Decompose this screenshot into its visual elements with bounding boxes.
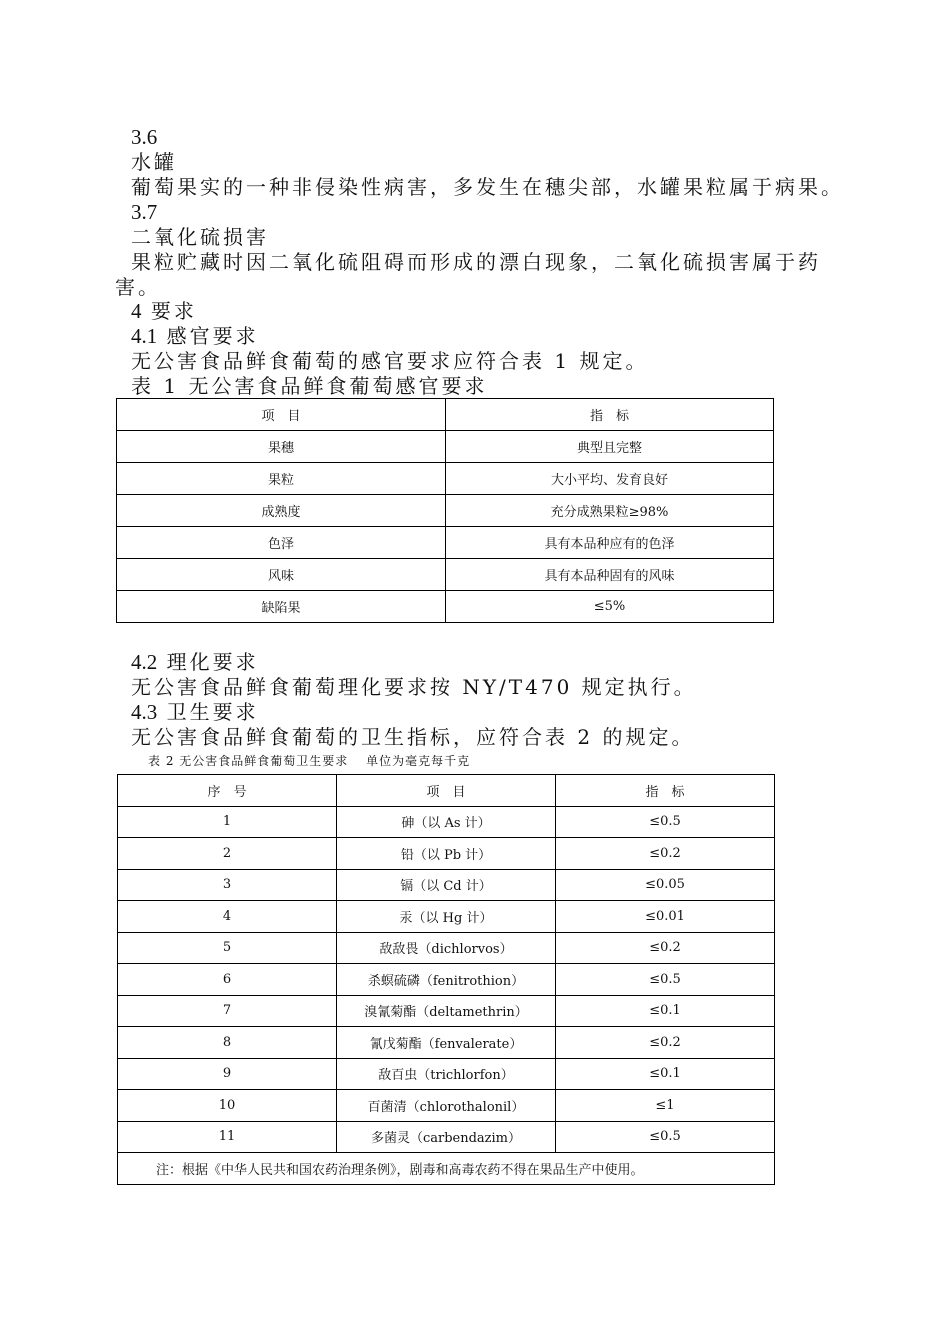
header-indicator: 指 标 [446,399,774,431]
cell-indicator: ≤0.2 [556,932,775,964]
cell-item: 成熟度 [117,495,446,527]
cell-indicator: 具有本品种应有的色泽 [446,527,774,559]
section-4-heading: 4 要求 [131,299,197,323]
cell-item: 果穗 [117,431,446,463]
header-number: 序 号 [118,775,337,807]
cell-item: 百菌清（chlorothalonil） [337,1090,556,1122]
section-4-1-heading: 4.1 感官要求 [131,324,259,348]
cell-item: 汞（以 Hg 计） [337,901,556,933]
cell-indicator: ≤1 [556,1090,775,1122]
table2-caption: 表 2 无公害食品鲜食葡萄卫生要求 单位为毫克每千克 [148,754,471,768]
table-row [117,591,774,623]
cell-item: 铅（以 Pb 计） [337,838,556,870]
table-row [118,869,775,901]
table-row [118,1121,775,1153]
table-note: 注：根据《中华人民共和国农药治理条例》，剧毒和高毒农药不得在果品生产中使用。 [118,1153,775,1185]
section-3-6-description: 葡萄果实的一种非侵染性病害，多发生在穗尖部，水罐果粒属于病果。 [131,175,844,199]
cell-number: 8 [118,1027,337,1059]
table-row [118,901,775,933]
table-row [117,431,774,463]
cell-item: 风味 [117,559,446,591]
sensory-requirements-table [116,398,774,623]
cell-item: 色泽 [117,527,446,559]
header-indicator: 指 标 [556,775,775,807]
cell-item: 敌敌畏（dichlorvos） [337,932,556,964]
cell-indicator: ≤0.5 [556,806,775,838]
cell-indicator: ≤5% [446,591,774,623]
section-4-1-text: 无公害食品鲜食葡萄的感官要求应符合表 1 规定。 [131,349,649,373]
cell-number: 6 [118,964,337,996]
hygiene-requirements-table [117,774,775,1185]
cell-number: 3 [118,869,337,901]
table-note-row [118,1153,775,1185]
cell-item: 缺陷果 [117,591,446,623]
table-row [117,463,774,495]
cell-indicator: 充分成熟果粒≥98% [446,495,774,527]
table-row [117,527,774,559]
cell-number: 2 [118,838,337,870]
table-header-row [118,775,775,807]
table-row [118,806,775,838]
cell-indicator: ≤0.01 [556,901,775,933]
section-3-7-description: 果粒贮藏时因二氧化硫阻碍而形成的漂白现象，二氧化硫损害属于药 [131,250,821,274]
cell-item: 果粒 [117,463,446,495]
cell-indicator: 典型且完整 [446,431,774,463]
section-4-2-heading: 4.2 理化要求 [131,650,259,674]
table-row [117,559,774,591]
table-row [118,838,775,870]
table-row [118,1027,775,1059]
cell-indicator: 具有本品种固有的风味 [446,559,774,591]
cell-item: 氰戊菊酯（fenvalerate） [337,1027,556,1059]
section-4-2-text: 无公害食品鲜食葡萄理化要求按 NY/T470 规定执行。 [131,675,697,699]
cell-number: 7 [118,995,337,1027]
table-row [118,995,775,1027]
table-row [118,1058,775,1090]
table-row [118,932,775,964]
section-3-6-term: 水罐 [131,150,177,174]
cell-item: 砷（以 As 计） [337,806,556,838]
section-4-3-text: 无公害食品鲜食葡萄的卫生指标，应符合表 2 的规定。 [131,725,695,749]
section-3-7-term: 二氧化硫损害 [131,225,269,249]
cell-number: 5 [118,932,337,964]
cell-item: 敌百虫（trichlorfon） [337,1058,556,1090]
section-3-7-number: 3.7 [131,200,158,224]
cell-item: 溴氰菊酯（deltamethrin） [337,995,556,1027]
section-4-3-heading: 4.3 卫生要求 [131,700,259,724]
cell-number: 4 [118,901,337,933]
cell-indicator: ≤0.1 [556,995,775,1027]
cell-number: 11 [118,1121,337,1153]
table-row [118,1090,775,1122]
cell-item: 杀螟硫磷（fenitrothion） [337,964,556,996]
cell-indicator: ≤0.2 [556,1027,775,1059]
cell-number: 10 [118,1090,337,1122]
table-row [117,495,774,527]
table1-caption: 表 1 无公害食品鲜食葡萄感官要求 [131,374,488,398]
section-3-6-number: 3.6 [131,125,158,149]
cell-item: 多菌灵（carbendazim） [337,1121,556,1153]
cell-indicator: ≤0.05 [556,869,775,901]
cell-indicator: ≤0.5 [556,964,775,996]
section-3-7-description-cont: 害。 [115,275,161,299]
header-item: 项 目 [337,775,556,807]
table-row [118,964,775,996]
table-header-row [117,399,774,431]
cell-number: 1 [118,806,337,838]
cell-indicator: ≤0.5 [556,1121,775,1153]
cell-item: 镉（以 Cd 计） [337,869,556,901]
cell-indicator: 大小平均、发育良好 [446,463,774,495]
header-item: 项 目 [117,399,446,431]
cell-indicator: ≤0.1 [556,1058,775,1090]
cell-number: 9 [118,1058,337,1090]
cell-indicator: ≤0.2 [556,838,775,870]
